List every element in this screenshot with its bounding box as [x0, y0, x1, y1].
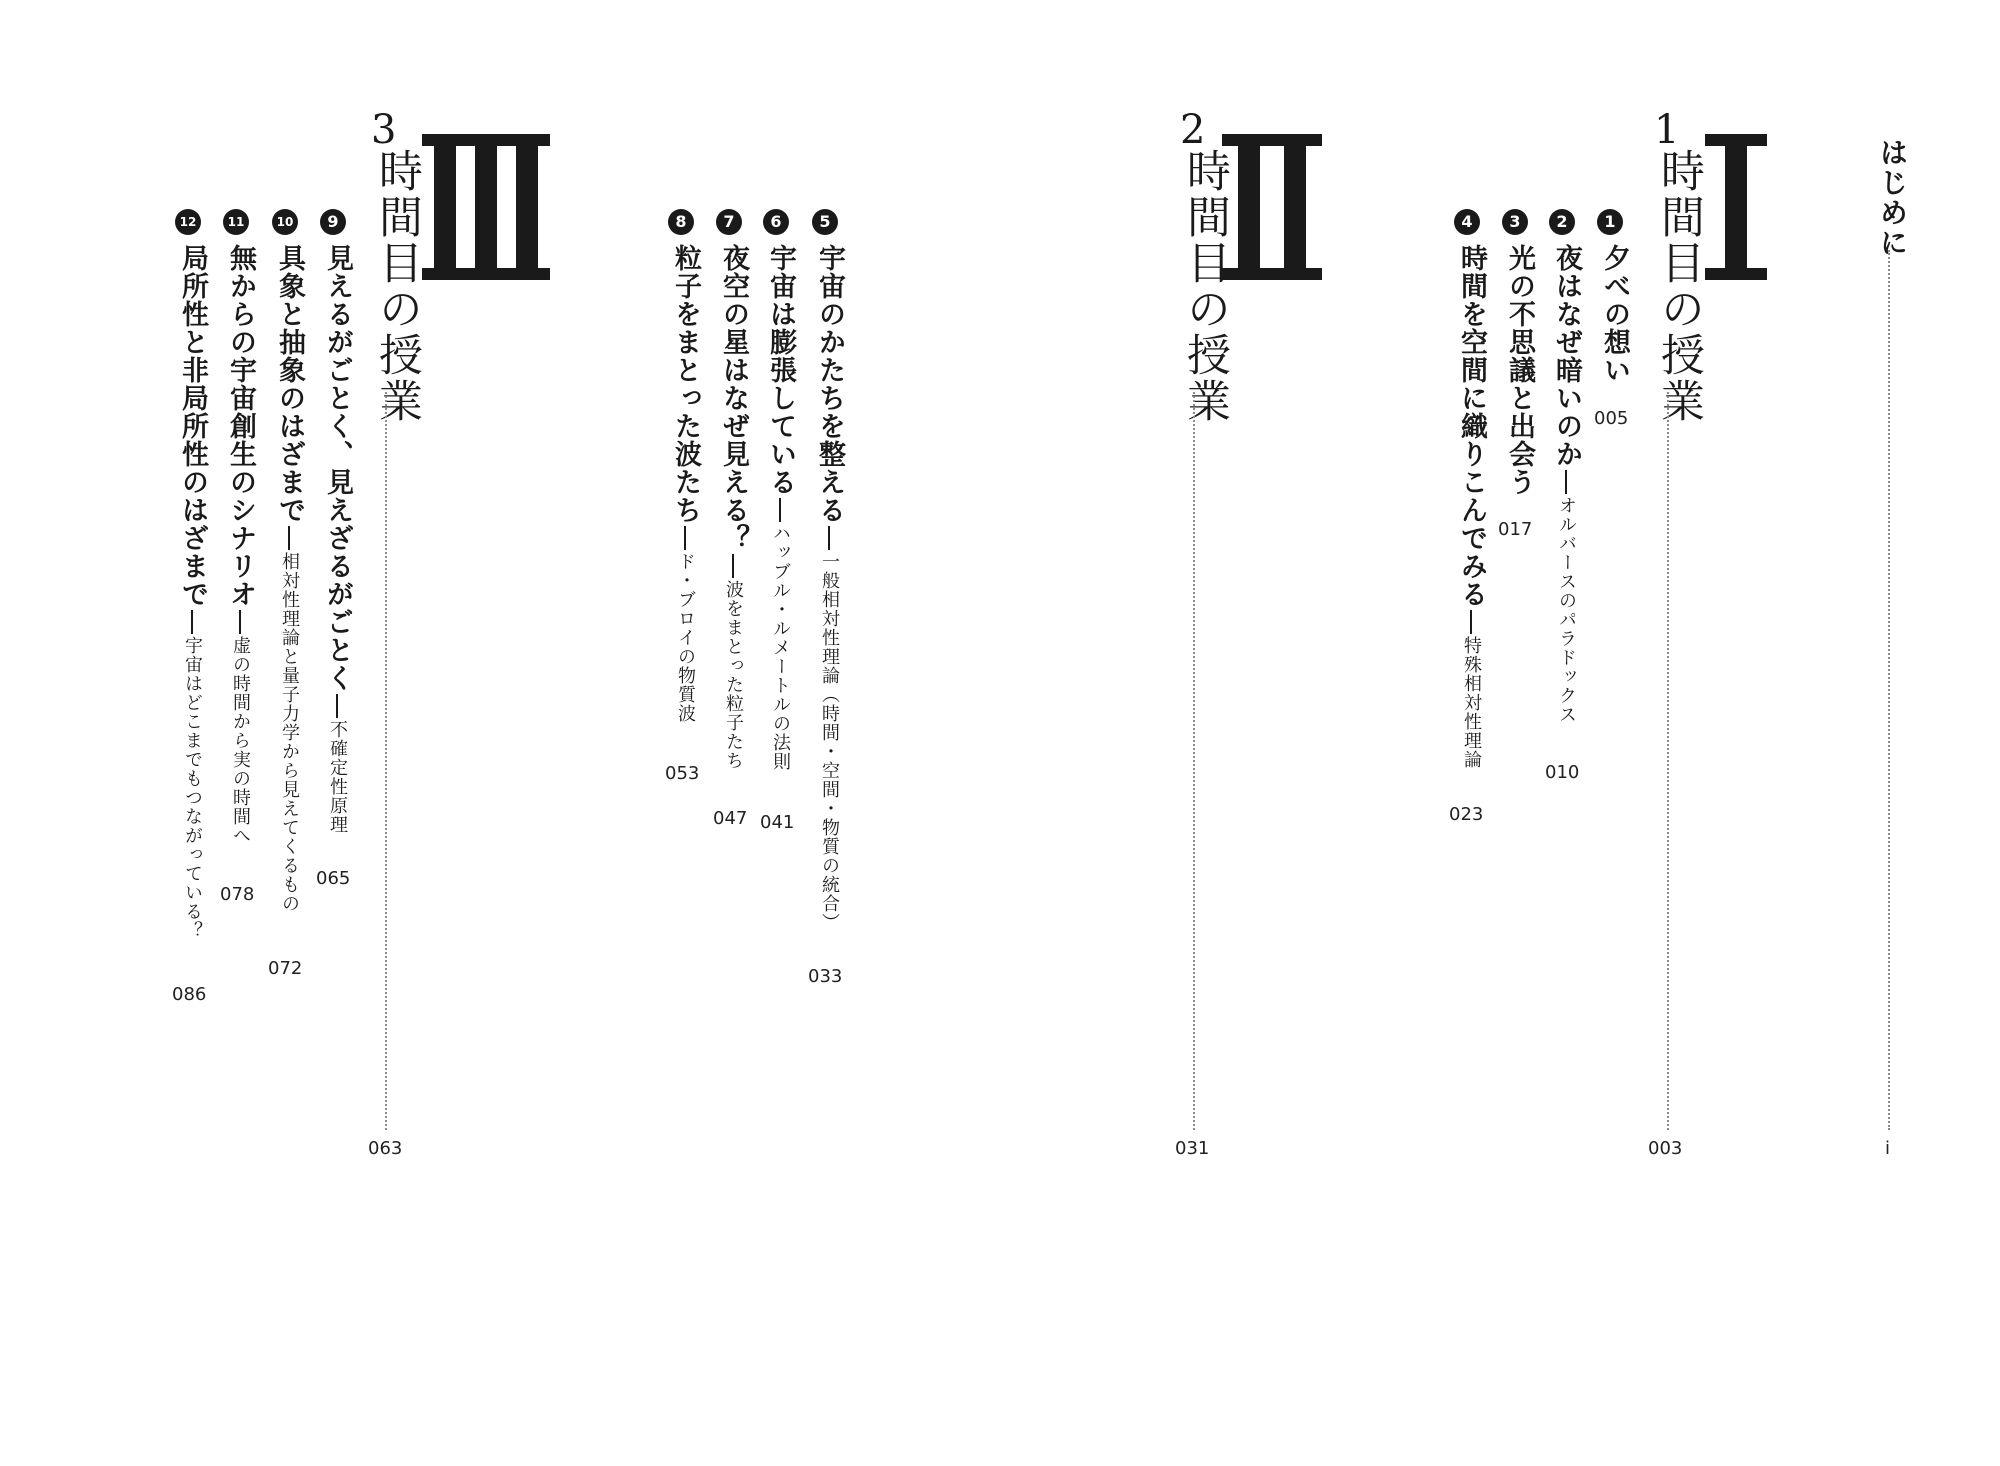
chapter-6-dash [779, 498, 781, 522]
chapter-1-page: 005 [1594, 408, 1629, 429]
chapter-1-number-badge: 1 [1597, 209, 1623, 235]
chapter-6-number-badge: 6 [763, 209, 789, 235]
chapter-7-page: 047 [713, 808, 748, 829]
chapter-10-number-badge: 10 [272, 209, 298, 235]
chapter-6-subtitle: ハッブル・ルメートルの法則 [770, 524, 791, 771]
chapter-5-subtitle: 一般相対性理論（時間・空間・物質の統合） [819, 552, 840, 932]
chapter-5-page: 033 [808, 966, 843, 987]
chapter-1-title-text[interactable]: 夕べの想い [1599, 244, 1630, 384]
part3-roman-numeral [422, 134, 550, 280]
part1-leader [1667, 392, 1669, 1130]
chapter-12-subtitle: 宇宙はどこまでもつながっている？ [182, 636, 203, 940]
chapter-9-number-badge: 9 [320, 209, 346, 235]
chapter-4-number-badge: 4 [1454, 209, 1480, 235]
chapter-8-dash [684, 526, 686, 550]
chapter-8-number-badge: 8 [668, 209, 694, 235]
chapter-2-dash [1565, 470, 1567, 494]
chapter-11-subtitle: 虚の時間から実の時間へ [230, 636, 251, 845]
chapter-6-title-text[interactable]: 宇宙は膨張している [765, 244, 796, 496]
part1-roman-glyph [1705, 134, 1767, 280]
part3-roman-glyph [422, 134, 550, 280]
chapter-10-title-text[interactable]: 具象と抽象のはざまで [274, 244, 305, 524]
chapter-8-subtitle: ド・ブロイの物質波 [675, 552, 696, 723]
chapter-5-title[interactable] [810, 244, 849, 932]
chapter-4-dash [1470, 610, 1472, 634]
chapter-12-title[interactable] [173, 244, 212, 940]
chapter-3-number-badge: 3 [1502, 209, 1528, 235]
chapter-9-subtitle: 不確定性原理 [327, 720, 348, 834]
part2-page: 031 [1175, 1138, 1210, 1159]
chapter-6-page: 041 [760, 812, 795, 833]
part2-roman-glyph [1222, 134, 1322, 280]
chapter-4-title[interactable] [1452, 244, 1491, 769]
chapter-9-dash [336, 694, 338, 718]
chapter-4-subtitle: 特殊相対性理論 [1461, 636, 1482, 769]
chapter-7-title-text[interactable]: 夜空の星はなぜ見える？ [718, 244, 749, 552]
chapter-10-title[interactable] [270, 244, 309, 913]
part3-title[interactable]: 時間目の授業 [371, 148, 422, 424]
chapter-8-title-text[interactable]: 粒子をまとった波たち [670, 244, 701, 524]
chapter-6-title[interactable] [761, 244, 800, 771]
intro-heading[interactable]: はじめに [1876, 138, 1909, 258]
chapter-4-page: 023 [1449, 804, 1484, 825]
chapter-9-title-text[interactable]: 見えるがごとく、見えざるがごとく [322, 244, 353, 692]
part2-title[interactable]: 時間目の授業 [1179, 148, 1230, 424]
chapter-9-page: 065 [316, 868, 351, 889]
chapter-5-number-badge: 5 [812, 209, 838, 235]
chapter-4-title-text[interactable]: 時間を空間に織りこんでみる [1456, 244, 1487, 608]
chapter-2-title-text[interactable]: 夜はなぜ暗いのか [1551, 244, 1582, 468]
part3-page: 063 [368, 1138, 403, 1159]
part2-roman-numeral [1222, 134, 1322, 280]
chapter-12-page: 086 [172, 984, 207, 1005]
chapter-2-number-badge: 2 [1549, 209, 1575, 235]
chapter-3-title-text[interactable]: 光の不思議と出会う [1504, 244, 1535, 496]
chapter-7-dash [732, 554, 734, 578]
chapter-11-dash [239, 610, 241, 634]
chapter-7-subtitle: 波をまとった粒子たち [723, 580, 744, 770]
chapter-8-title[interactable] [666, 244, 705, 723]
chapter-9-title[interactable] [318, 244, 357, 834]
part2-number: 2 [1180, 107, 1206, 153]
part1-page: 003 [1648, 1138, 1683, 1159]
chapter-3-title[interactable] [1500, 244, 1539, 496]
part1-roman-numeral [1705, 134, 1767, 280]
chapter-5-dash [828, 526, 830, 550]
chapter-11-page: 078 [220, 884, 255, 905]
part2-leader [1193, 392, 1195, 1130]
part1-title[interactable]: 時間目の授業 [1653, 148, 1704, 424]
chapter-2-subtitle: オルバースのパラドックス [1556, 496, 1577, 724]
chapter-7-title[interactable] [714, 244, 753, 770]
chapter-11-title-text[interactable]: 無からの宇宙創生のシナリオ [225, 244, 256, 608]
chapter-10-subtitle: 相対性理論と量子力学から見えてくるもの [279, 552, 300, 913]
chapter-10-page: 072 [268, 958, 303, 979]
chapter-1-title[interactable] [1595, 244, 1634, 384]
chapter-11-number-badge: 11 [223, 209, 249, 235]
intro-leader [1888, 250, 1890, 1130]
part1-number: 1 [1654, 107, 1680, 153]
part3-number: 3 [371, 107, 397, 153]
chapter-10-dash [288, 526, 290, 550]
chapter-3-page: 017 [1498, 519, 1533, 540]
chapter-7-number-badge: 7 [716, 209, 742, 235]
chapter-12-dash [191, 610, 193, 634]
chapter-8-page: 053 [665, 763, 700, 784]
chapter-2-page: 010 [1545, 762, 1580, 783]
chapter-2-title[interactable] [1547, 244, 1586, 724]
chapter-12-number-badge: 12 [175, 209, 201, 235]
chapter-5-title-text[interactable]: 宇宙のかたちを整える [814, 244, 845, 524]
part3-leader [385, 392, 387, 1130]
intro-page: i [1885, 1138, 1891, 1159]
chapter-11-title[interactable] [221, 244, 260, 845]
chapter-12-title-text[interactable]: 局所性と非局所性のはざまで [177, 244, 208, 608]
